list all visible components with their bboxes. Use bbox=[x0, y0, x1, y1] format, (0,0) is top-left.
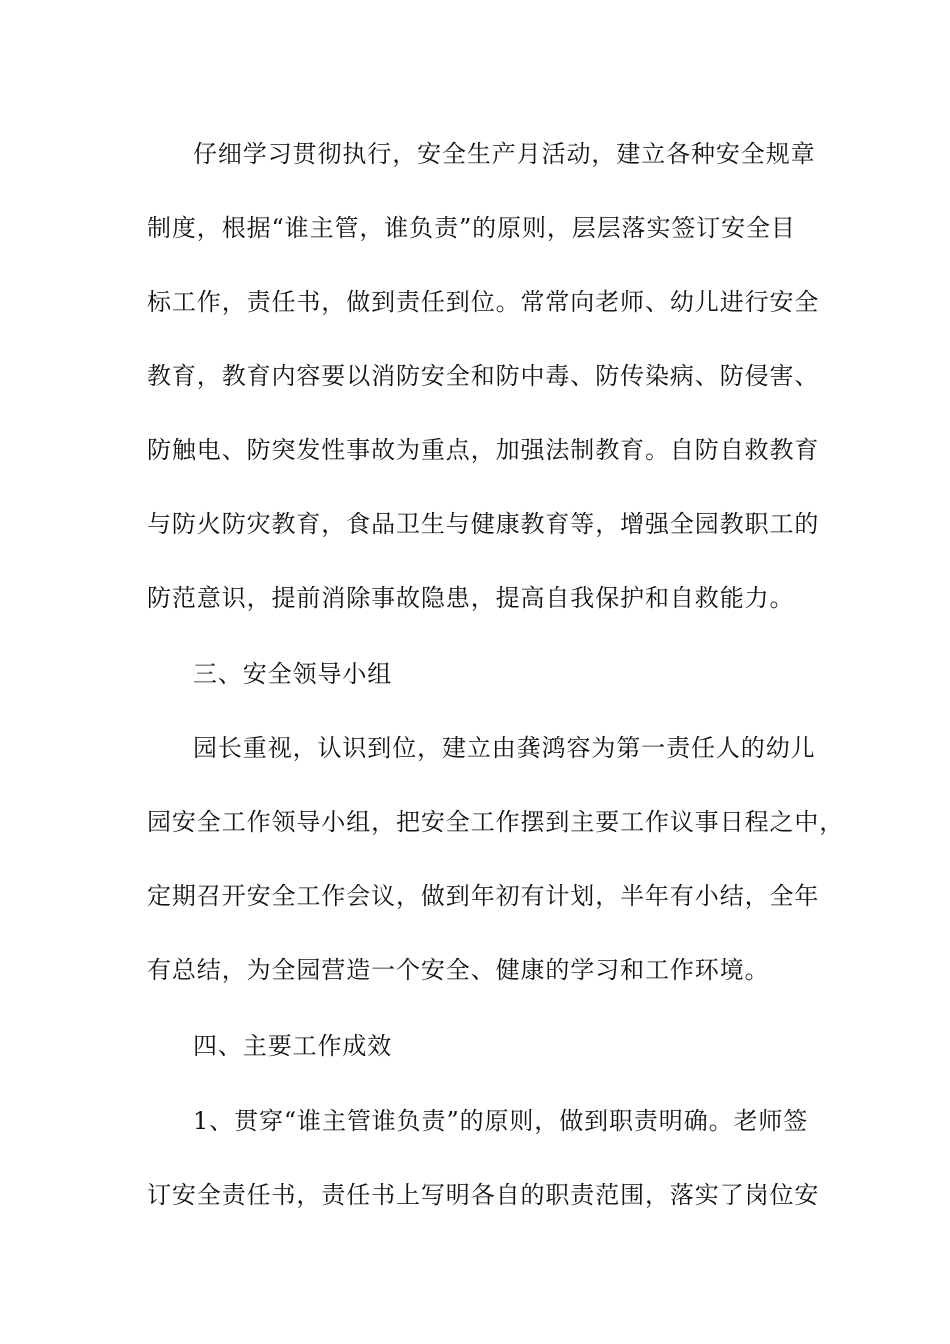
paragraph-1-line-6: 与防火防灾教育，食品卫生与健康教育等，增强全园教职工的 bbox=[147, 510, 820, 538]
section-heading-3: 三、安全领导小组 bbox=[193, 660, 393, 688]
paragraph-1-line-4: 教育，教育内容要以消防安全和防中毒、防传染病、防侵害、 bbox=[147, 362, 820, 390]
paragraph-1-line-5: 防触电、防突发性事故为重点，加强法制教育。自防自救教育 bbox=[147, 436, 820, 464]
paragraph-1-line-7: 防范意识，提前消除事故隐患，提高自我保护和自救能力。 bbox=[147, 584, 795, 612]
section-heading-4: 四、主要工作成效 bbox=[193, 1032, 393, 1060]
paragraph-2-line-3: 定期召开安全工作会议，做到年初有计划，半年有小结，全年 bbox=[147, 882, 820, 910]
paragraph-2-line-4: 有总结，为全园营造一个安全、健康的学习和工作环境。 bbox=[147, 956, 770, 984]
paragraph-1-line-2: 制度，根据“谁主管，谁负责”的原则，层层落实签订安全目 bbox=[147, 214, 796, 242]
paragraph-1-line-3: 标工作，责任书，做到责任到位。常常向老师、幼儿进行安全 bbox=[147, 288, 820, 316]
paragraph-3-line-2: 订安全责任书，责任书上写明各自的职责范围，落实了岗位安 bbox=[147, 1181, 820, 1209]
paragraph-2-line-1: 园长重视，认识到位，建立由龚鸿容为第一责任人的幼儿 bbox=[193, 734, 816, 762]
paragraph-2-line-2: 园安全工作领导小组，把安全工作摆到主要工作议事日程之中， bbox=[147, 808, 845, 836]
paragraph-3-line-1: 1、贯穿“谁主管谁负责”的原则，做到职责明确。老师签 bbox=[193, 1107, 809, 1135]
paragraph-1-line-1: 仔细学习贯彻执行，安全生产月活动，建立各种安全规章 bbox=[193, 140, 816, 168]
